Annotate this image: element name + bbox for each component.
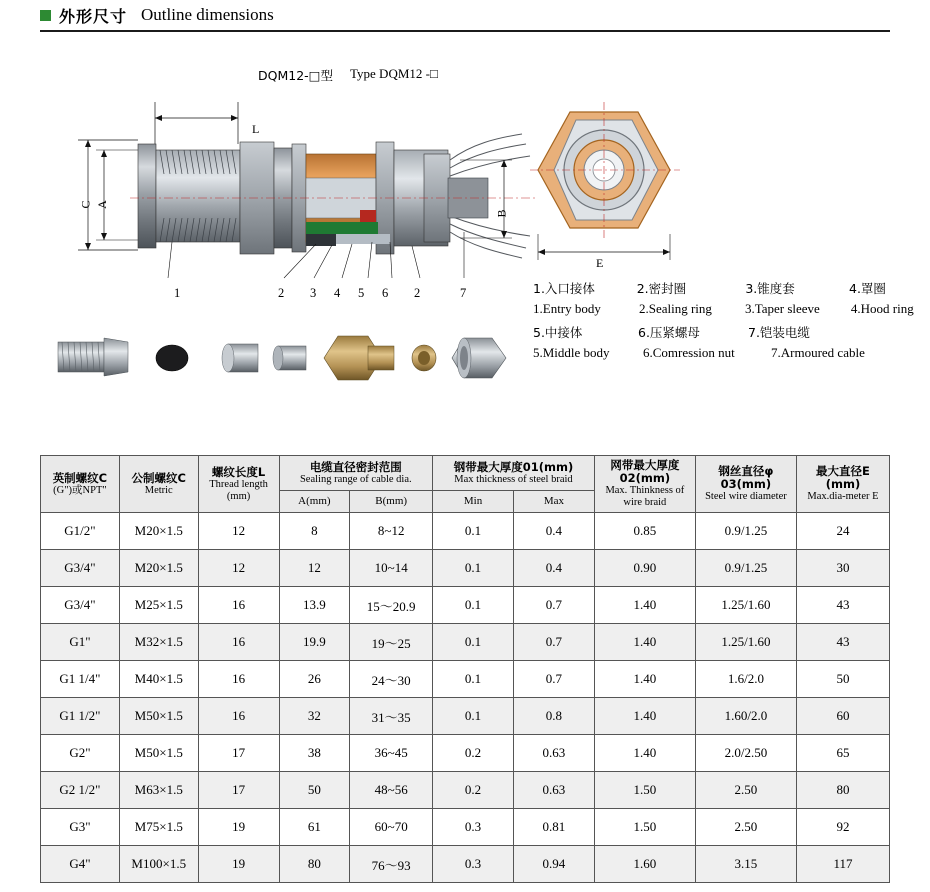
cell-seal-a: 32 (279, 698, 350, 735)
legend-en-6: 6.Comression nut (643, 345, 735, 360)
th-steel-wire-diameter (695, 456, 796, 513)
cell-wire-braid: 1.40 (594, 661, 695, 698)
th-metric-thread (119, 456, 198, 513)
th-steel-wire-en: Steel wire diameter (705, 491, 787, 502)
table-row (41, 772, 890, 809)
legend-row-cn-1 (533, 279, 928, 299)
callout-7: 7 (460, 286, 467, 300)
cell-wire-dia: 1.6/2.0 (695, 661, 796, 698)
th-max-diameter-e (796, 456, 889, 513)
th-wire-braid-cn: 网带最大厚度 (610, 458, 680, 472)
cell-imperial: G1/2" (41, 513, 120, 550)
cell-metric: M20×1.5 (119, 550, 198, 587)
cell-seal-b: 36~45 (350, 735, 433, 772)
section-title-en: Outline dimensions (141, 5, 274, 24)
cell-thread-length: 16 (198, 661, 279, 698)
cell-metric: M25×1.5 (119, 587, 198, 624)
section-header (40, 0, 890, 32)
cell-braid-min: 0.3 (433, 846, 514, 883)
cell-wire-braid: 0.85 (594, 513, 695, 550)
table-row (41, 846, 890, 883)
th-steel-braid-thickness (433, 456, 595, 491)
cell-max-dia: 80 (796, 772, 889, 809)
cell-thread-length: 12 (198, 513, 279, 550)
cell-braid-max: 0.94 (513, 846, 594, 883)
cell-wire-dia: 3.15 (695, 846, 796, 883)
legend-row-en-1 (533, 299, 928, 319)
th-thread-length-unit: (mm) (226, 490, 251, 502)
th-max-dia-cn2: (mm) (825, 477, 861, 491)
table-row (41, 661, 890, 698)
cell-imperial: G2" (41, 735, 120, 772)
cell-max-dia: 30 (796, 550, 889, 587)
cell-braid-min: 0.3 (433, 809, 514, 846)
cell-max-dia: 65 (796, 735, 889, 772)
cell-braid-max: 0.7 (513, 661, 594, 698)
cell-wire-braid: 1.60 (594, 846, 695, 883)
legend-cn-4: 4.罩圈 (849, 281, 886, 296)
cell-wire-braid: 1.50 (594, 809, 695, 846)
cell-wire-braid: 1.50 (594, 772, 695, 809)
th-imperial-thread-en: (G")或NPT" (53, 484, 107, 496)
legend-en-1: 1.Entry body (533, 301, 601, 316)
dim-letter-E: E (596, 256, 604, 270)
th-braid-min: Min (433, 491, 514, 513)
table-row (41, 624, 890, 661)
legend-en-7: 7.Armoured cable (771, 345, 865, 360)
cell-braid-max: 0.8 (513, 698, 594, 735)
cell-braid-max: 0.7 (513, 624, 594, 661)
cell-wire-braid: 1.40 (594, 587, 695, 624)
th-thread-length-cn: 螺纹长度L (211, 464, 266, 479)
legend-en-2: 2.Sealing ring (638, 301, 712, 316)
callout-3: 3 (310, 286, 317, 300)
legend-cn-6: 6.压紧螺母 (638, 325, 700, 340)
cell-thread-length: 19 (198, 809, 279, 846)
cell-braid-max: 0.63 (513, 772, 594, 809)
cell-seal-a: 80 (279, 846, 350, 883)
cell-metric: M40×1.5 (119, 661, 198, 698)
cell-imperial: G3/4" (41, 587, 120, 624)
th-sealing-range (279, 456, 433, 491)
section-title-cn: 外形尺寸 (59, 6, 128, 26)
th-wire-braid-thickness (594, 456, 695, 513)
cell-wire-braid: 1.40 (594, 735, 695, 772)
cell-wire-dia: 1.25/1.60 (695, 624, 796, 661)
th-sealing-range-cn: 电缆直径密封范围 (309, 459, 402, 474)
cell-seal-b: 15～20.9 (350, 587, 433, 624)
cell-braid-min: 0.1 (433, 587, 514, 624)
legend-en-3: 3.Taper sleeve (744, 301, 820, 316)
cell-seal-a: 50 (279, 772, 350, 809)
legend-row-cn-2 (533, 323, 928, 343)
end-view-hex-drawing (510, 94, 700, 274)
cell-braid-max: 0.7 (513, 587, 594, 624)
cell-wire-dia: 0.9/1.25 (695, 513, 796, 550)
th-steel-braid-cn: 钢带最大厚度01(mm) (453, 459, 574, 474)
legend-cn-7: 7.铠装电缆 (748, 325, 810, 340)
th-sealing-a: A(mm) (279, 491, 350, 513)
legend-cn-2: 2.密封圈 (636, 281, 687, 296)
component-parts-photos (50, 324, 520, 394)
cell-metric: M20×1.5 (119, 513, 198, 550)
legend-en-5: 5.Middle body (533, 345, 610, 360)
cell-braid-max: 0.4 (513, 513, 594, 550)
th-sealing-b: B(mm) (350, 491, 433, 513)
th-braid-max: Max (513, 491, 594, 513)
table-row (41, 550, 890, 587)
cell-braid-min: 0.1 (433, 661, 514, 698)
th-imperial-thread (41, 456, 120, 513)
sectional-assembly-drawing (60, 82, 540, 322)
cell-seal-a: 8 (279, 513, 350, 550)
callout-4: 4 (334, 286, 341, 300)
legend-cn-1: 1.入口接体 (533, 281, 595, 296)
cell-wire-braid: 1.40 (594, 624, 695, 661)
cell-thread-length: 12 (198, 550, 279, 587)
drawing-area (0, 34, 930, 444)
cell-wire-dia: 0.9/1.25 (695, 550, 796, 587)
cell-thread-length: 17 (198, 735, 279, 772)
th-steel-braid-en: Max thickness of steel braid (454, 473, 573, 485)
cell-braid-min: 0.2 (433, 772, 514, 809)
cell-metric: M32×1.5 (119, 624, 198, 661)
cell-metric: M100×1.5 (119, 846, 198, 883)
th-steel-wire-cn2: 03(mm) (720, 477, 772, 491)
green-square-bullet-icon (40, 10, 51, 21)
cell-imperial: G1 1/2" (41, 698, 120, 735)
th-imperial-thread-cn: 英制螺纹C (52, 470, 108, 485)
cell-braid-min: 0.1 (433, 698, 514, 735)
cell-seal-a: 12 (279, 550, 350, 587)
cell-max-dia: 24 (796, 513, 889, 550)
parts-legend (533, 279, 928, 363)
cell-seal-a: 13.9 (279, 587, 350, 624)
cell-braid-min: 0.1 (433, 513, 514, 550)
cell-seal-b: 8~12 (350, 513, 433, 550)
cell-seal-a: 19.9 (279, 624, 350, 661)
cell-imperial: G1" (41, 624, 120, 661)
cell-max-dia: 92 (796, 809, 889, 846)
cell-max-dia: 117 (796, 846, 889, 883)
cell-thread-length: 16 (198, 587, 279, 624)
cell-thread-length: 16 (198, 698, 279, 735)
th-metric-thread-en: Metric (144, 484, 173, 496)
type-label-cn: DQM12-□型 (258, 68, 333, 83)
cell-wire-dia: 1.60/2.0 (695, 698, 796, 735)
th-sealing-range-en: Sealing range of cable dia. (299, 473, 412, 485)
legend-cn-3: 3.锥度套 (745, 281, 795, 296)
cell-seal-b: 48~56 (350, 772, 433, 809)
cell-braid-min: 0.1 (433, 550, 514, 587)
callout-2: 2 (278, 286, 285, 300)
th-steel-wire-cn: 钢丝直径φ (718, 464, 774, 478)
cell-wire-dia: 2.50 (695, 809, 796, 846)
cell-max-dia: 43 (796, 624, 889, 661)
cell-wire-dia: 2.0/2.50 (695, 735, 796, 772)
cell-seal-a: 26 (279, 661, 350, 698)
table-row (41, 698, 890, 735)
cell-imperial: G2 1/2" (41, 772, 120, 809)
cell-seal-a: 61 (279, 809, 350, 846)
cell-braid-max: 0.4 (513, 550, 594, 587)
cell-braid-max: 0.63 (513, 735, 594, 772)
type-label-en: Type DQM12 -□ (350, 66, 438, 81)
th-thread-length-en: Thread length (209, 478, 268, 490)
cell-braid-min: 0.2 (433, 735, 514, 772)
cell-braid-min: 0.1 (433, 624, 514, 661)
cell-seal-b: 60~70 (350, 809, 433, 846)
table-row (41, 735, 890, 772)
dim-letter-C: C (78, 200, 93, 209)
cell-metric: M50×1.5 (119, 698, 198, 735)
legend-cn-5: 5.中接体 (533, 325, 583, 340)
cell-max-dia: 60 (796, 698, 889, 735)
callout-6: 6 (382, 286, 389, 300)
cell-wire-dia: 1.25/1.60 (695, 587, 796, 624)
th-max-dia-en: Max.dia-meter E (807, 491, 879, 502)
cell-thread-length: 16 (198, 624, 279, 661)
callout-5: 5 (358, 286, 365, 300)
cell-seal-b: 31～35 (350, 698, 433, 735)
cell-metric: M50×1.5 (119, 735, 198, 772)
cell-max-dia: 50 (796, 661, 889, 698)
cell-seal-b: 24～30 (350, 661, 433, 698)
specification-table-wrapper (40, 455, 890, 883)
cell-wire-braid: 1.40 (594, 698, 695, 735)
th-max-dia-cn: 最大直径E (816, 464, 870, 478)
cell-max-dia: 43 (796, 587, 889, 624)
specification-table (40, 455, 890, 883)
cell-metric: M63×1.5 (119, 772, 198, 809)
cell-imperial: G4" (41, 846, 120, 883)
cell-seal-a: 38 (279, 735, 350, 772)
th-metric-thread-cn: 公制螺纹C (131, 470, 186, 485)
table-row (41, 587, 890, 624)
cell-imperial: G1 1/4" (41, 661, 120, 698)
legend-en-4: 4.Hood ring (850, 301, 914, 316)
cell-seal-b: 10~14 (350, 550, 433, 587)
dim-letter-A: A (94, 200, 109, 209)
cell-wire-braid: 0.90 (594, 550, 695, 587)
callout-1: 1 (174, 286, 181, 300)
callout-2b: 2 (414, 286, 421, 300)
th-wire-braid-en: Max. Thinkness of wire braid (605, 485, 685, 508)
th-thread-length (198, 456, 279, 513)
cell-thread-length: 19 (198, 846, 279, 883)
cell-thread-length: 17 (198, 772, 279, 809)
legend-row-en-2 (533, 343, 928, 363)
cell-seal-b: 76～93 (350, 846, 433, 883)
dim-letter-B: B (494, 209, 509, 218)
cell-wire-dia: 2.50 (695, 772, 796, 809)
cell-seal-b: 19～25 (350, 624, 433, 661)
cell-imperial: G3" (41, 809, 120, 846)
cell-imperial: G3/4" (41, 550, 120, 587)
cell-metric: M75×1.5 (119, 809, 198, 846)
table-row (41, 513, 890, 550)
table-row (41, 809, 890, 846)
table-header-row-1 (41, 456, 890, 491)
cell-braid-max: 0.81 (513, 809, 594, 846)
dim-letter-L: L (252, 122, 260, 136)
th-wire-braid-cn2: 02(mm) (619, 471, 671, 485)
